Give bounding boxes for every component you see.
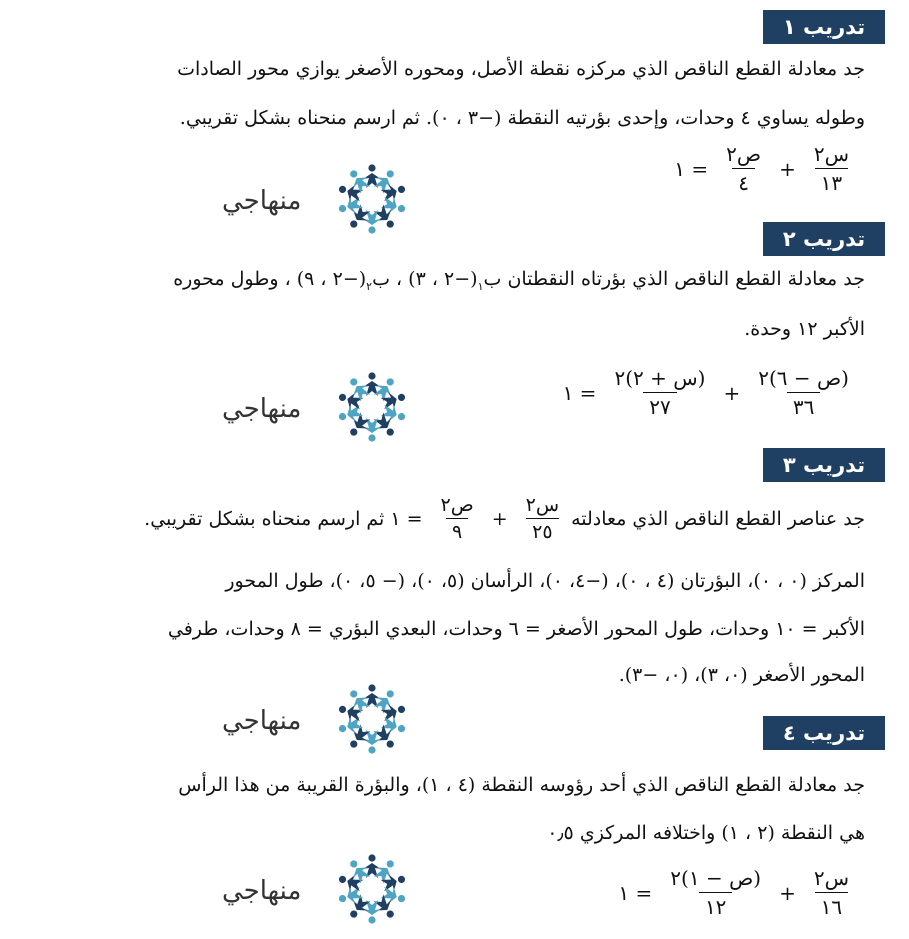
section-4-equation (612, 866, 861, 919)
eq-term-1: $\frac{\text{(ص − ٦)٢}}{٣٦}$ (758, 366, 849, 419)
section-2-equation (557, 366, 861, 419)
section-3-line-1 (144, 494, 865, 543)
logo-text: منهاجي (222, 706, 302, 736)
eq-rhs: = ١ (390, 507, 423, 530)
section-2-line-1: جد معادلة القطع الناقص الذي بؤرتاه النقطتان ب$_١$(−٢ ، ٣) ، ب$_٢$(−٢ ، ٩) ، وطول محوره (173, 268, 865, 293)
section-4-badge: تدريب ٤ (763, 716, 885, 750)
eq-term-2: $\frac{\text{(س + ٢)٢}}{٢٧}$ (614, 366, 706, 419)
eq-rhs: = ١ (562, 380, 597, 405)
eq-term-2: $\frac{\text{ص٢}}{٩}$ (440, 494, 474, 543)
brand-logo (222, 162, 412, 236)
section-4-line-1: جد معادلة القطع الناقص الذي أحد رؤوسه النقطة (٤ ، ١)، والبؤرة القريبة من هذا الرأس (178, 774, 865, 796)
section-3-line-3: الأكبر = ١٠ وحدات، طول المحور الأصغر = ٦ وحدات، البعدي البؤري = ٨ وحدات، طرفي (167, 618, 865, 640)
section-2-line-2: الأكبر ١٢ وحدة. (744, 318, 865, 340)
eq-plus: + (779, 880, 796, 905)
section-1-equation (668, 142, 861, 195)
eq-term-2: $\frac{\text{ص٢}}{٤}$ (726, 142, 762, 195)
eq-term-1: $\frac{\text{س٢}}{١٣}$ (813, 142, 849, 195)
eq-term-2: $\frac{\text{(ص − ١)٢}}{١٢}$ (670, 866, 762, 919)
eq-plus: + (491, 507, 508, 530)
section-3-badge: تدريب ٣ (763, 448, 885, 482)
eq-plus: + (723, 380, 741, 405)
section-3-line-1-b: ثم ارسم منحناه بشكل تقريبي. (144, 507, 385, 530)
brand-logo (222, 370, 412, 444)
flower-logo-icon (332, 370, 412, 444)
section-1-badge: تدريب ١ (763, 10, 885, 44)
eq-rhs: = ١ (618, 880, 653, 905)
brand-logo (222, 852, 412, 926)
eq-term-1: $\frac{\text{س٢}}{٢٥}$ (525, 494, 560, 543)
eq-term-1: $\frac{\text{س٢}}{١٦}$ (813, 866, 849, 919)
section-1-line-1: جد معادلة القطع الناقص الذي مركزه نقطة الأصل، ومحوره الأصغر يوازي محور الصادات (177, 58, 865, 80)
eq-plus: + (779, 156, 796, 181)
section-3-line-4: المحور الأصغر (٠، ٣)، (٠، −٣). (618, 664, 865, 686)
section-4-line-2: هي النقطة (٢ ، ١) واختلافه المركزي ٠٫٥ (547, 822, 865, 844)
logo-text: منهاجي (222, 186, 302, 216)
flower-logo-icon (332, 852, 412, 926)
section-3-line-1-a: جد عناصر القطع الناقص الذي معادلته (571, 507, 865, 530)
section-3-line-2: المركز (٠ ، ٠)، البؤرتان (٤ ، ٠)، (−٤، ٠)، الرأسان (٥، ٠)، (− ٥، ٠)، طول المحور (225, 570, 865, 592)
flower-logo-icon (332, 162, 412, 236)
section-1-line-2: وطوله يساوي ٤ وحدات، وإحدى بؤرتيه النقطة (−٣ ، ٠). ثم ارسم منحناه بشكل تقريبي. (179, 107, 865, 129)
section-2-badge: تدريب ٢ (763, 222, 885, 256)
eq-rhs: = ١ (674, 156, 709, 181)
logo-text: منهاجي (222, 394, 302, 424)
brand-logo (222, 682, 412, 756)
logo-text: منهاجي (222, 876, 302, 906)
flower-logo-icon (332, 682, 412, 756)
